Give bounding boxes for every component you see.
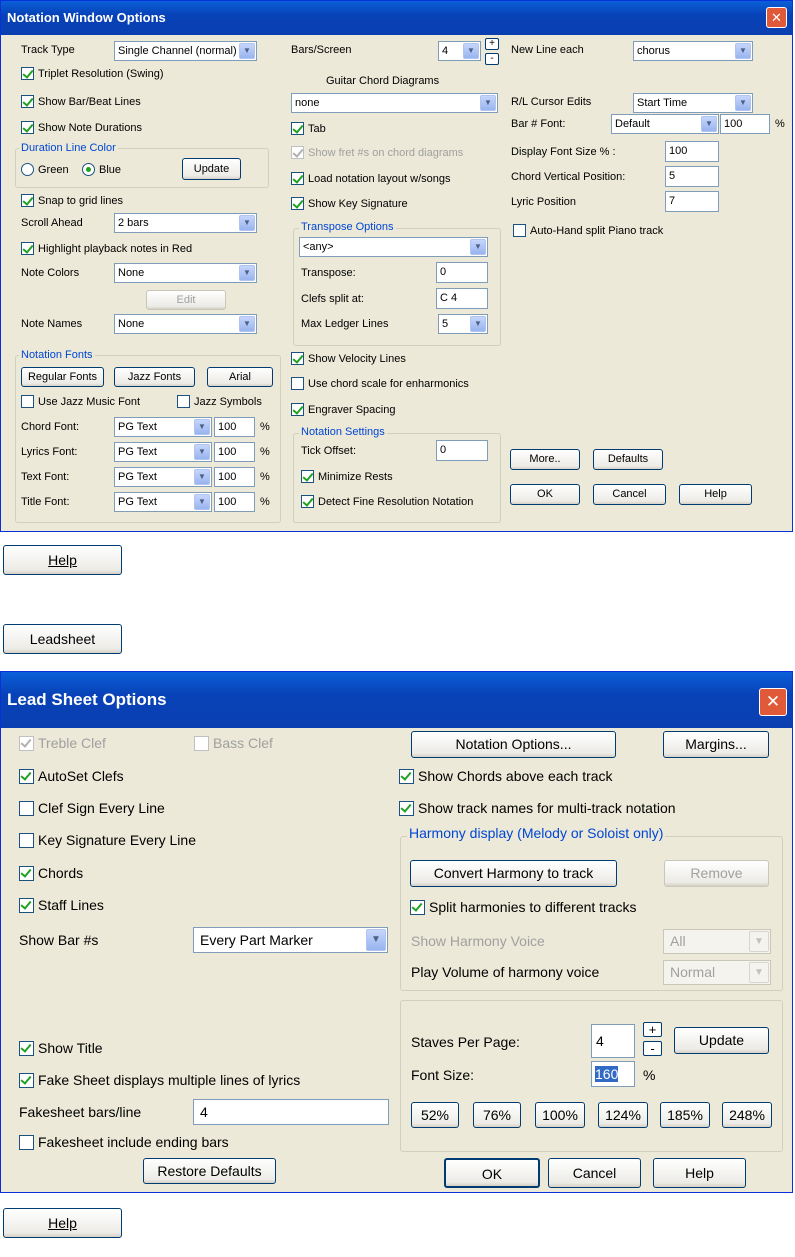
checkbox-icon: [301, 495, 314, 508]
zoom-52-button[interactable]: 52%: [411, 1102, 459, 1128]
restore-defaults-button[interactable]: Restore Defaults: [143, 1158, 276, 1184]
track-type-label: Track Type: [21, 44, 75, 56]
checkbox-icon: [399, 801, 414, 816]
zoom-100-button[interactable]: 100%: [535, 1102, 585, 1128]
max-ledger-select[interactable]: 5 ▼: [438, 314, 488, 334]
lyric-position-label: Lyric Position: [511, 196, 577, 208]
chord-font-size-input[interactable]: 100: [214, 417, 255, 437]
play-volume-select[interactable]: Normal ▼: [663, 960, 771, 985]
checkbox-icon: [291, 122, 304, 135]
bars-increase-button[interactable]: [485, 38, 499, 50]
load-notation-layout-checkbox[interactable]: Load notation layout w/songs: [291, 172, 451, 185]
notation-close-button[interactable]: [766, 7, 787, 28]
chevron-down-icon: ▼: [194, 494, 210, 510]
show-key-signature-checkbox[interactable]: Show Key Signature: [291, 197, 408, 210]
chevron-down-icon: ▼: [239, 215, 255, 231]
duration-update-button[interactable]: Update: [182, 158, 241, 180]
engraver-spacing-checkbox[interactable]: Engraver Spacing: [291, 403, 395, 416]
chord-vertical-position-input[interactable]: 5: [665, 166, 719, 187]
bar-font-select[interactable]: Default ▼: [611, 114, 719, 134]
checkbox-icon: [19, 801, 34, 816]
display-font-size-input[interactable]: 100: [665, 141, 719, 162]
checkbox-icon: [194, 736, 209, 751]
show-chords-above-checkbox[interactable]: Show Chords above each track: [399, 768, 613, 784]
checkbox-icon: [19, 736, 34, 751]
notation-options-dialog: [0, 0, 793, 532]
chevron-down-icon: ▼: [194, 419, 210, 435]
chevron-down-icon: ▼: [463, 43, 479, 59]
notation-fonts-title: Notation Fonts: [21, 349, 93, 361]
staves-per-page-input[interactable]: 4: [591, 1024, 635, 1058]
checkbox-icon: [21, 194, 34, 207]
clefs-split-input[interactable]: C 4: [436, 288, 488, 309]
chord-scale-enharmonics-checkbox[interactable]: Use chord scale for enharmonics: [291, 377, 469, 390]
ok-button[interactable]: OK: [510, 484, 580, 505]
checkbox-icon: [291, 146, 304, 159]
chevron-down-icon: ▼: [470, 316, 486, 332]
chevron-down-icon: ▼: [749, 962, 769, 983]
note-names-select[interactable]: None ▼: [114, 314, 257, 334]
transpose-input[interactable]: 0: [436, 262, 488, 283]
radio-blue[interactable]: Blue: [82, 163, 121, 176]
checkbox-icon: [291, 377, 304, 390]
checkbox-icon: [19, 898, 34, 913]
staff-lines-checkbox[interactable]: Staff Lines: [19, 897, 104, 913]
fakesheet-bars-label: Fakesheet bars/line: [19, 1104, 142, 1120]
checkbox-icon: [19, 769, 34, 784]
plus-icon: +: [489, 38, 495, 49]
checkbox-icon: [21, 95, 34, 108]
clef-sign-every-line-checkbox[interactable]: Clef Sign Every Line: [19, 800, 165, 816]
chord-vertical-position-label: Chord Vertical Position:: [511, 171, 626, 183]
transpose-label: Transpose:: [301, 267, 356, 279]
tab-checkbox[interactable]: Tab: [291, 122, 326, 135]
checkbox-icon: [21, 67, 34, 80]
guitar-chord-diagrams-label: Guitar Chord Diagrams: [326, 75, 440, 87]
use-jazz-music-font-checkbox[interactable]: Use Jazz Music Font: [21, 395, 140, 408]
chord-font-label: Chord Font:: [21, 421, 80, 433]
show-bar-label: Show Bar #s: [19, 932, 99, 948]
percent-label: %: [643, 1067, 656, 1083]
regular-fonts-button[interactable]: Regular Fonts: [21, 367, 104, 387]
checkbox-icon: [19, 866, 34, 881]
chevron-down-icon: ▼: [701, 116, 717, 132]
clefs-split-label: Clefs split at:: [301, 293, 364, 305]
note-colors-select[interactable]: None ▼: [114, 263, 257, 283]
chevron-down-icon: ▼: [735, 43, 751, 59]
new-line-each-select[interactable]: chorus ▼: [633, 41, 753, 61]
percent-label: %: [260, 471, 270, 483]
bar-font-size-input[interactable]: 100: [720, 114, 770, 134]
text-font-label: Text Font:: [21, 471, 70, 483]
staves-per-page-label: Staves Per Page:: [411, 1034, 520, 1050]
font-size-input[interactable]: 160: [591, 1061, 635, 1087]
edit-button[interactable]: Edit: [146, 290, 226, 310]
chords-checkbox[interactable]: Chords: [19, 865, 83, 881]
display-font-size-label: Display Font Size % :: [511, 146, 616, 158]
zoom-248-button[interactable]: 248%: [722, 1102, 772, 1128]
help-button[interactable]: Help: [679, 484, 752, 505]
checkbox-icon: [21, 395, 34, 408]
staves-increase-button[interactable]: [643, 1022, 662, 1037]
margins-button[interactable]: Margins...: [663, 731, 769, 758]
chevron-down-icon: ▼: [194, 469, 210, 485]
show-fret-checkbox[interactable]: Show fret #s on chord diagrams: [291, 146, 463, 159]
checkbox-icon: [19, 1135, 34, 1150]
chevron-down-icon: ▼: [239, 265, 255, 281]
track-type-select[interactable]: Single Channel (normal) ▼: [114, 41, 257, 61]
title-font-label: Title Font:: [21, 496, 70, 508]
jazz-fonts-button[interactable]: Jazz Fonts: [114, 367, 195, 387]
note-colors-label: Note Colors: [21, 267, 80, 279]
duration-line-color-title: Duration Line Color: [21, 142, 116, 154]
text-font-size-input[interactable]: 100: [214, 467, 255, 487]
triplet-resolution-checkbox[interactable]: Triplet Resolution (Swing): [21, 67, 164, 80]
chord-font-select[interactable]: PG Text ▼: [114, 417, 212, 437]
scroll-ahead-select[interactable]: 2 bars ▼: [114, 213, 257, 233]
font-size-label: Font Size:: [411, 1067, 475, 1083]
show-note-durations-checkbox[interactable]: Show Note Durations: [21, 121, 142, 134]
lyric-position-input[interactable]: 7: [665, 191, 719, 212]
show-harmony-voice-select[interactable]: All ▼: [663, 929, 771, 954]
help-button[interactable]: Help: [3, 1208, 122, 1238]
percent-label: %: [260, 446, 270, 458]
show-velocity-lines-checkbox[interactable]: Show Velocity Lines: [291, 352, 406, 365]
max-ledger-label: Max Ledger Lines: [301, 318, 389, 330]
checkbox-icon: [19, 833, 34, 848]
lyrics-font-size-input[interactable]: 100: [214, 442, 255, 462]
chevron-down-icon: ▼: [194, 444, 210, 460]
detect-fine-resolution-checkbox[interactable]: Detect Fine Resolution Notation: [301, 495, 473, 508]
rl-cursor-edits-label: R/L Cursor Edits: [511, 96, 592, 108]
notation-options-button[interactable]: Notation Options...: [411, 731, 616, 758]
checkbox-icon: [291, 197, 304, 210]
key-signature-every-line-checkbox[interactable]: Key Signature Every Line: [19, 832, 196, 848]
guitar-chord-diagrams-select[interactable]: none ▼: [291, 93, 498, 113]
chevron-down-icon: ▼: [470, 239, 486, 255]
checkbox-icon: [19, 1041, 34, 1056]
lead-ok-button[interactable]: OK: [444, 1158, 540, 1188]
staves-update-button[interactable]: Update: [674, 1027, 769, 1054]
chevron-down-icon: ▼: [480, 95, 496, 111]
chevron-down-icon: ▼: [366, 929, 386, 951]
chevron-down-icon: ▼: [749, 931, 769, 952]
highlight-playback-checkbox[interactable]: Highlight playback notes in Red: [21, 242, 192, 255]
bars-screen-label: Bars/Screen: [291, 44, 352, 56]
fakesheet-bars-input[interactable]: 4: [193, 1099, 389, 1125]
notation-title: Notation Window Options: [7, 10, 166, 25]
checkbox-icon: [177, 395, 190, 408]
checkbox-icon: [301, 470, 314, 483]
bars-decrease-button[interactable]: [485, 53, 499, 65]
close-icon: ✕: [771, 10, 782, 25]
percent-label: %: [260, 421, 270, 433]
transpose-options-title: Transpose Options: [301, 221, 394, 233]
more-button[interactable]: More..: [510, 449, 580, 470]
show-harmony-voice-label: Show Harmony Voice: [411, 933, 545, 949]
show-track-names-checkbox[interactable]: Show track names for multi-track notation: [399, 800, 676, 816]
close-icon: ✕: [765, 692, 781, 711]
zoom-76-button[interactable]: 76%: [473, 1102, 521, 1128]
percent-label: %: [775, 118, 785, 130]
checkbox-icon: [399, 769, 414, 784]
minus-icon: -: [490, 53, 494, 64]
staves-decrease-button[interactable]: [643, 1041, 662, 1056]
lead-help-button[interactable]: Help: [653, 1158, 746, 1188]
leadsheet-button[interactable]: Leadsheet: [3, 624, 122, 654]
lead-title: Lead Sheet Options: [7, 690, 167, 709]
radio-green[interactable]: Green: [21, 163, 69, 176]
chevron-down-icon: ▼: [239, 43, 255, 59]
rl-cursor-edits-select[interactable]: Start Time ▼: [633, 93, 753, 113]
show-bar-select[interactable]: Every Part Marker ▼: [193, 927, 388, 953]
checkbox-icon: [291, 352, 304, 365]
jazz-symbols-checkbox[interactable]: Jazz Symbols: [177, 395, 262, 408]
tick-offset-input[interactable]: 0: [436, 440, 488, 461]
zoom-185-button[interactable]: 185%: [660, 1102, 710, 1128]
lyrics-font-label: Lyrics Font:: [21, 446, 78, 458]
notation-settings-title: Notation Settings: [301, 426, 385, 438]
autoset-clefs-checkbox[interactable]: AutoSet Clefs: [19, 768, 124, 784]
notation-title-bar: [1, 1, 792, 35]
bars-screen-select[interactable]: 4 ▼: [438, 41, 481, 61]
transpose-key-select[interactable]: <any> ▼: [299, 237, 488, 257]
text-font-select[interactable]: PG Text ▼: [114, 467, 212, 487]
fake-sheet-lyrics-checkbox[interactable]: Fake Sheet displays multiple lines of lyrics: [19, 1072, 300, 1088]
lead-title-bar: [1, 672, 792, 728]
title-font-select[interactable]: PG Text ▼: [114, 492, 212, 512]
percent-label: %: [260, 496, 270, 508]
arial-button[interactable]: Arial: [207, 367, 273, 387]
checkbox-icon: [291, 172, 304, 185]
plus-icon: +: [648, 1022, 657, 1037]
checkbox-icon: [291, 403, 304, 416]
lyrics-font-select[interactable]: PG Text ▼: [114, 442, 212, 462]
remove-button[interactable]: Remove: [664, 860, 769, 887]
checkbox-icon: [21, 242, 34, 255]
chevron-down-icon: ▼: [735, 95, 751, 111]
lead-close-button[interactable]: [759, 688, 787, 716]
checkbox-icon: [19, 1073, 34, 1088]
harmony-display-title: Harmony display (Melody or Soloist only): [409, 825, 664, 841]
chevron-down-icon: ▼: [239, 316, 255, 332]
zoom-124-button[interactable]: 124%: [598, 1102, 648, 1128]
fakesheet-ending-bars-checkbox[interactable]: Fakesheet include ending bars: [19, 1134, 229, 1150]
minimize-rests-checkbox[interactable]: Minimize Rests: [301, 470, 393, 483]
checkbox-icon: [410, 900, 425, 915]
show-title-checkbox[interactable]: Show Title: [19, 1040, 103, 1056]
play-volume-label: Play Volume of harmony voice: [411, 964, 600, 980]
cancel-button[interactable]: Cancel: [593, 484, 666, 505]
title-font-size-input[interactable]: 100: [214, 492, 255, 512]
treble-clef-checkbox[interactable]: Treble Clef: [19, 735, 106, 751]
snap-to-grid-checkbox[interactable]: Snap to grid lines: [21, 194, 123, 207]
split-harmonies-checkbox[interactable]: Split harmonies to different tracks: [410, 899, 637, 915]
convert-harmony-button[interactable]: Convert Harmony to track: [410, 860, 617, 887]
minus-icon: -: [650, 1041, 655, 1056]
bass-clef-checkbox[interactable]: Bass Clef: [194, 735, 273, 751]
scroll-ahead-label: Scroll Ahead: [21, 217, 83, 229]
lead-cancel-button[interactable]: Cancel: [548, 1158, 641, 1188]
auto-hand-split-checkbox[interactable]: Auto-Hand split Piano track: [513, 224, 663, 237]
note-names-label: Note Names: [21, 318, 83, 330]
lead-sheet-options-dialog: [0, 671, 793, 1193]
new-line-each-label: New Line each: [511, 44, 584, 56]
tick-offset-label: Tick Offset:: [301, 445, 357, 457]
defaults-button[interactable]: Defaults: [593, 449, 663, 470]
help-button[interactable]: Help: [3, 545, 122, 575]
checkbox-icon: [513, 224, 526, 237]
show-bar-beat-checkbox[interactable]: Show Bar/Beat Lines: [21, 95, 141, 108]
bar-font-label: Bar # Font:: [511, 118, 566, 130]
checkbox-icon: [21, 121, 34, 134]
